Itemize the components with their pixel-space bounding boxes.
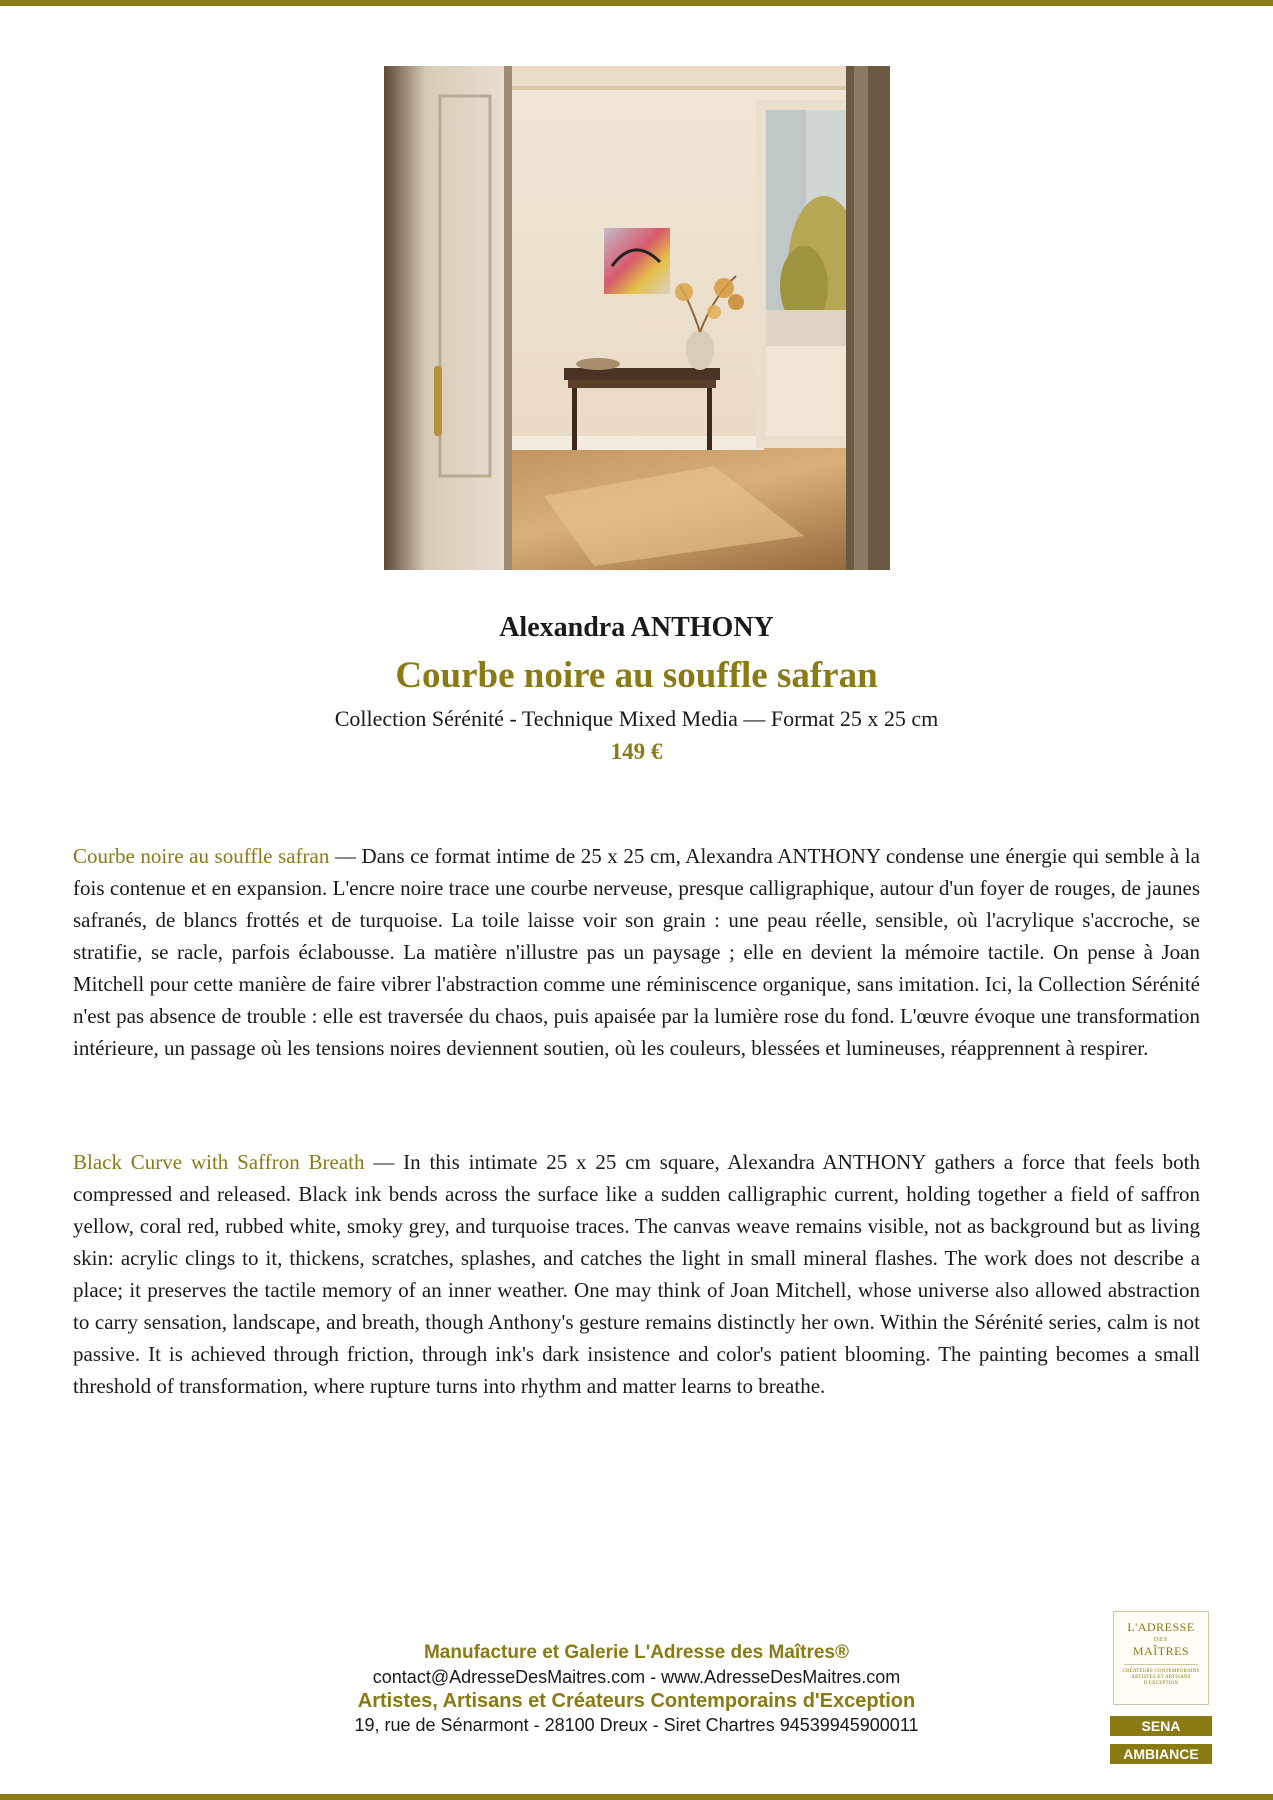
description-english-text: — In this intimate 25 x 25 cm square, Alexandra ANTHONY gathers a force that feels both compressed and released. Black ink bends across the surface like a sudden calligraphic current, holding together a field of saffron yellow, coral red, rubbed white, smoky grey, and turquoise traces. The canvas weave remains visible, not as background but as living skin: acrylic clings to it, thickens, scratches, splashes, and catches the light in small mineral flashes. The work does not describe a place; it preserves the tactile memory of an inner weather. One may think of Joan Mitchell, whose universe also allowed abstraction to carry sensation, landscape, and breath, though Anthony's gesture remains distinctly her own. Within the Sérénité series, calm is not passive. It is achieved through friction, through ink's dark insistence and color's patient blooming. The painting becomes a small threshold of transformation, where rupture turns into rhythm and matter learns to breathe. (73, 1150, 1200, 1398)
logo-line-3: MAÎTRES (1132, 1644, 1190, 1658)
logo-line-1: L'ADRESSE (1127, 1620, 1195, 1634)
description-english-lead: Black Curve with Saffron Breath (73, 1150, 365, 1174)
bottom-accent-bar (0, 1794, 1273, 1800)
footer-company: Manufacture et Galerie L'Adresse des Maîtres® (423, 1642, 850, 1663)
logo-line-4: CRÉATEURS CONTEMPORAINS ARTISTES ET ARTISANS D'EXCEPTION (1122, 1669, 1200, 1686)
top-accent-bar (0, 0, 1273, 6)
gallery-logo (1113, 1611, 1209, 1705)
artist-name: Alexandra ANTHONY (499, 612, 774, 643)
description-french-text: — Dans ce format intime de 25 x 25 cm, Alexandra ANTHONY condense une énergie qui semble à la fois contenue et en expansion. L'encre noire trace une courbe nerveuse, presque calligraphique, autour d'un foyer de rouges, de jaunes safranés, de blancs frottés et de turquoise. La toile laisse voir son grain : une peau réelle, sensible, où l'acrylique s'accroche, se stratifie, se racle, parfois éclabousse. La matière n'illustre pas un paysage ; elle en devient la mémoire tactile. On pense à Joan Mitchell pour cette manière de faire vibrer l'abstraction comme une réminiscence organique, sans imitation. Ici, la Collection Sérénité n'est pas absence de trouble : elle est traversée du chaos, puis apaisée par la lumière rose du fond. L'œuvre évoque une transformation intérieure, un passage où les tensions noires deviennent soutien, où les couleurs, blessées et lumineuses, réapprennent à respirer. (73, 844, 1200, 1060)
logo-line-2: DES (1153, 1637, 1169, 1643)
footer-contact: contact@AdresseDesMaitres.com - www.AdresseDesMaitres.com (372, 1667, 901, 1687)
logo-divider (1124, 1664, 1198, 1665)
artwork-title: Courbe noire au souffle safran (395, 655, 878, 696)
artwork-details: Collection Sérénité - Technique Mixed Media — Format 25 x 25 cm (334, 706, 939, 731)
description-english (73, 1146, 1200, 1402)
footer-tagline: Artistes, Artisans et Créateurs Contemporains d'Exception (357, 1690, 916, 1712)
artwork-price: 149 € (610, 739, 663, 764)
badge-sena: SENA (1110, 1716, 1212, 1736)
badge-ambiance: AMBIANCE (1110, 1744, 1212, 1764)
description-french-lead: Courbe noire au souffle safran (73, 844, 330, 868)
footer-address: 19, rue de Sénarmont - 28100 Dreux - Siret Chartres 94539945900011 (354, 1715, 919, 1735)
artwork-room-photo (384, 66, 890, 570)
description-french (73, 840, 1200, 1064)
footer (0, 1641, 1273, 1737)
